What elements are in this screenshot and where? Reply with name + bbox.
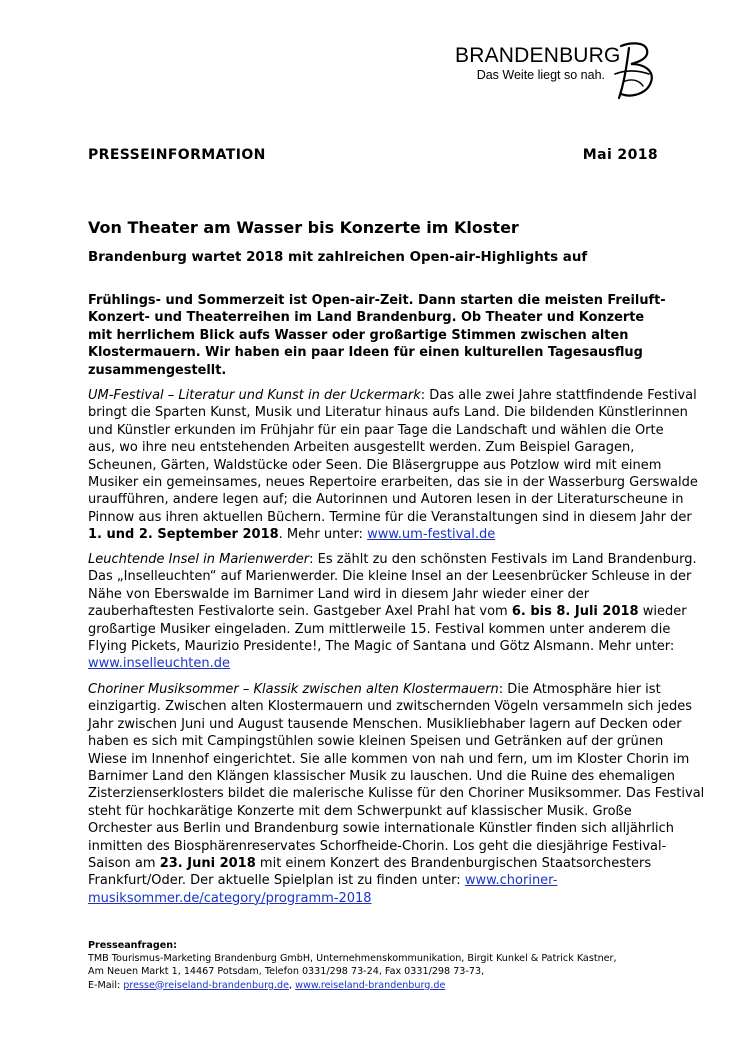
um-festival-link[interactable]: www.um-festival.de <box>367 527 496 543</box>
event-date: 6. bis 8. Juli 2018 <box>511 604 639 620</box>
event-date: 23. Juni 2018 <box>159 856 256 872</box>
lead-paragraph <box>88 292 666 379</box>
paragraph-line: 1. und 2. September 2018. Mehr unter: www.um-festival.de <box>88 527 496 543</box>
paragraph-line: Das „Inselleuchten“ auf Marienwerder. Die kleine Insel an der Leesenbrücker Schleuse in der <box>88 569 692 585</box>
lead-line: Klostermauern. Wir haben ein paar Ideen für einen kulturellen Tagesausflug <box>88 345 643 361</box>
paragraph-line: Zisterzienserklosters bildet die malerische Kulisse für den Choriner Musiksommer. Das Festival <box>88 786 705 802</box>
paragraph-line: Nähe von Eberswalde im Barnimer Land wird in diesem Jahr wieder einer der <box>88 586 590 602</box>
paragraph-line <box>88 655 668 672</box>
paragraph-line: aus, wo ihre neu entstehenden Arbeiten ausgestellt werden. Zum Beispiel Garagen, <box>88 440 635 456</box>
brand-name: BRANDENBURG <box>455 44 621 67</box>
brand-slogan: Das Weite liegt so nah. <box>476 68 605 82</box>
paragraph-line: Orchester aus Berlin und Brandenburg sowie internationale Künstler finden sich alljährlich <box>88 821 675 837</box>
choriner-link-continued[interactable]: musiksommer.de/category/programm-2018 <box>88 890 372 906</box>
paragraph-line: Barnimer Land den Klängen klassischer Musik zu lauschen. Und die Ruine des ehemaligen <box>88 769 676 785</box>
paragraph-line: zauberhaftesten Festivalorte sein. Gastgeber Axel Prahl hat vom 6. bis 8. Juli 2018 wieder <box>88 604 687 620</box>
paragraph-line: Pinnow aus ihren aktuellen Büchern. Termine für die Veranstaltungen sind in diesem Jahr der <box>88 509 692 525</box>
contact-label: Presseanfragen: <box>88 940 177 951</box>
contact-line: TMB Tourismus-Marketing Brandenburg GmbH, Unternehmenskommunikation, Birgit Kunkel & Patrick Kastner, <box>88 953 617 965</box>
contact-line: Am Neuen Markt 1, 14467 Potsdam, Telefon 0331/298 73-24, Fax 0331/298 73-73, <box>88 966 485 978</box>
paragraph-line: Jahr zwischen Juni und August tausende Menschen. Musikliebhaber lagern auf Decken oder <box>88 716 682 732</box>
email-link[interactable]: presse@reiseland-brandenburg.de <box>123 979 290 991</box>
inselleuchten-link[interactable]: www.inselleuchten.de <box>88 656 231 672</box>
brandenburg-logo-icon <box>609 40 661 102</box>
press-date: Mai 2018 <box>582 147 658 163</box>
lead-line: Konzert- und Theaterreihen im Land Brandenburg. Ob Theater und Konzerte <box>88 310 645 326</box>
paragraph-line: einzigartig. Zwischen alten Klostermauern und zwitschernden Vögeln versammeln sich jedes <box>88 699 693 715</box>
paragraph-line: uraufführen, andere legen auf; die Autorinnen und Autoren lesen in der Literaturscheune in <box>88 492 684 508</box>
paragraph-inselleuchten <box>88 551 697 673</box>
paragraph-line: Scheunen, Gärten, Waldstücke oder Seen. Die Bläsergruppe aus Potzlow wird mit einem <box>88 457 662 473</box>
press-label: PRESSEINFORMATION <box>88 147 266 163</box>
paragraph-line: und Künstler erkunden im Frühjahr für ein paar Tage die Landschaft und wählen die Orte <box>88 422 664 438</box>
section-title: UM-Festival – Literatur und Kunst in der Uckermark <box>88 388 421 403</box>
lead-line: Frühlings- und Sommerzeit ist Open-air-Zeit. Dann starten die meisten Freiluft- <box>88 293 666 308</box>
press-info-row <box>88 147 658 163</box>
paragraph-line: Saison am 23. Juni 2018 mit einem Konzert des Brandenburgischen Staatsorchesters <box>88 856 652 872</box>
section-title: Choriner Musiksommer – Klassik zwischen alten Klostermauern <box>88 682 499 697</box>
paragraph-line: Musiker ein gemeinsames, neues Repertoire erarbeiten, das sie in der Wasserburg Gerswalde <box>88 475 698 491</box>
section-title: Leuchtende Insel in Marienwerder <box>88 552 310 567</box>
brand-logo-text <box>455 44 621 83</box>
paragraph-line: haben es sich mit Campingstühlen sowie kleinen Speisen und Getränken auf der grünen <box>88 734 664 750</box>
paragraph-line: bringt die Sparten Kunst, Musik und Literatur hinaus aufs Land. Die bildenden Künstlerinnen <box>88 405 688 421</box>
paragraph-choriner-musiksommer <box>88 681 705 907</box>
subheadline: Brandenburg wartet 2018 mit zahlreichen Open-air-Highlights auf <box>88 250 588 265</box>
paragraph-line: Leuchtende Insel in Marienwerder: Es zählt zu den schönsten Festivals im Land Brandenburg. <box>88 552 697 567</box>
paragraph-line: steht für hochkarätige Konzerte mit dem Schwerpunkt auf klassischer Musik. Große <box>88 803 632 819</box>
website-link[interactable]: www.reiseland-brandenburg.de <box>295 979 446 991</box>
contact-line: E-Mail: presse@reiseland-brandenburg.de, www.reiseland-brandenburg.de <box>88 979 446 991</box>
paragraph-line: großartige Musiker eingeladen. Zum mittlerweile 15. Festival kommen unter anderem die <box>88 621 671 637</box>
paragraph-line: Choriner Musiksommer – Klassik zwischen alten Klostermauern: Die Atmosphäre hier ist <box>88 682 661 697</box>
paragraph-line: UM-Festival – Literatur und Kunst in der Uckermark: Das alle zwei Jahre stattfindende Festival <box>88 388 697 403</box>
paragraph-line: Flying Pickets, Maurizio Presidente!, The Magic of Santana und Götz Alsmann. Mehr unter: <box>88 639 675 655</box>
paragraph-line: Frankfurt/Oder. Der aktuelle Spielplan ist zu finden unter: www.choriner- <box>88 873 558 889</box>
paragraph-um-festival <box>88 387 698 544</box>
event-date: 1. und 2. September 2018 <box>88 527 279 543</box>
lead-line: mit herrlichem Blick aufs Wasser oder großartige Stimmen zwischen alten <box>88 327 629 343</box>
choriner-link[interactable]: www.choriner- <box>464 873 558 889</box>
press-contact <box>88 939 688 992</box>
paragraph-line: inmitten des Biosphärenreservates Schorfheide-Chorin. Los geht die diesjährige Festival- <box>88 838 667 854</box>
paragraph-line <box>88 890 668 907</box>
headline: Von Theater am Wasser bis Konzerte im Kloster <box>88 218 519 237</box>
paragraph-line: Wiese im Innenhof eingerichtet. Sie alle kommen von nah und fern, um im Kloster Chorin im <box>88 751 690 767</box>
lead-line: zusammengestellt. <box>88 362 227 378</box>
